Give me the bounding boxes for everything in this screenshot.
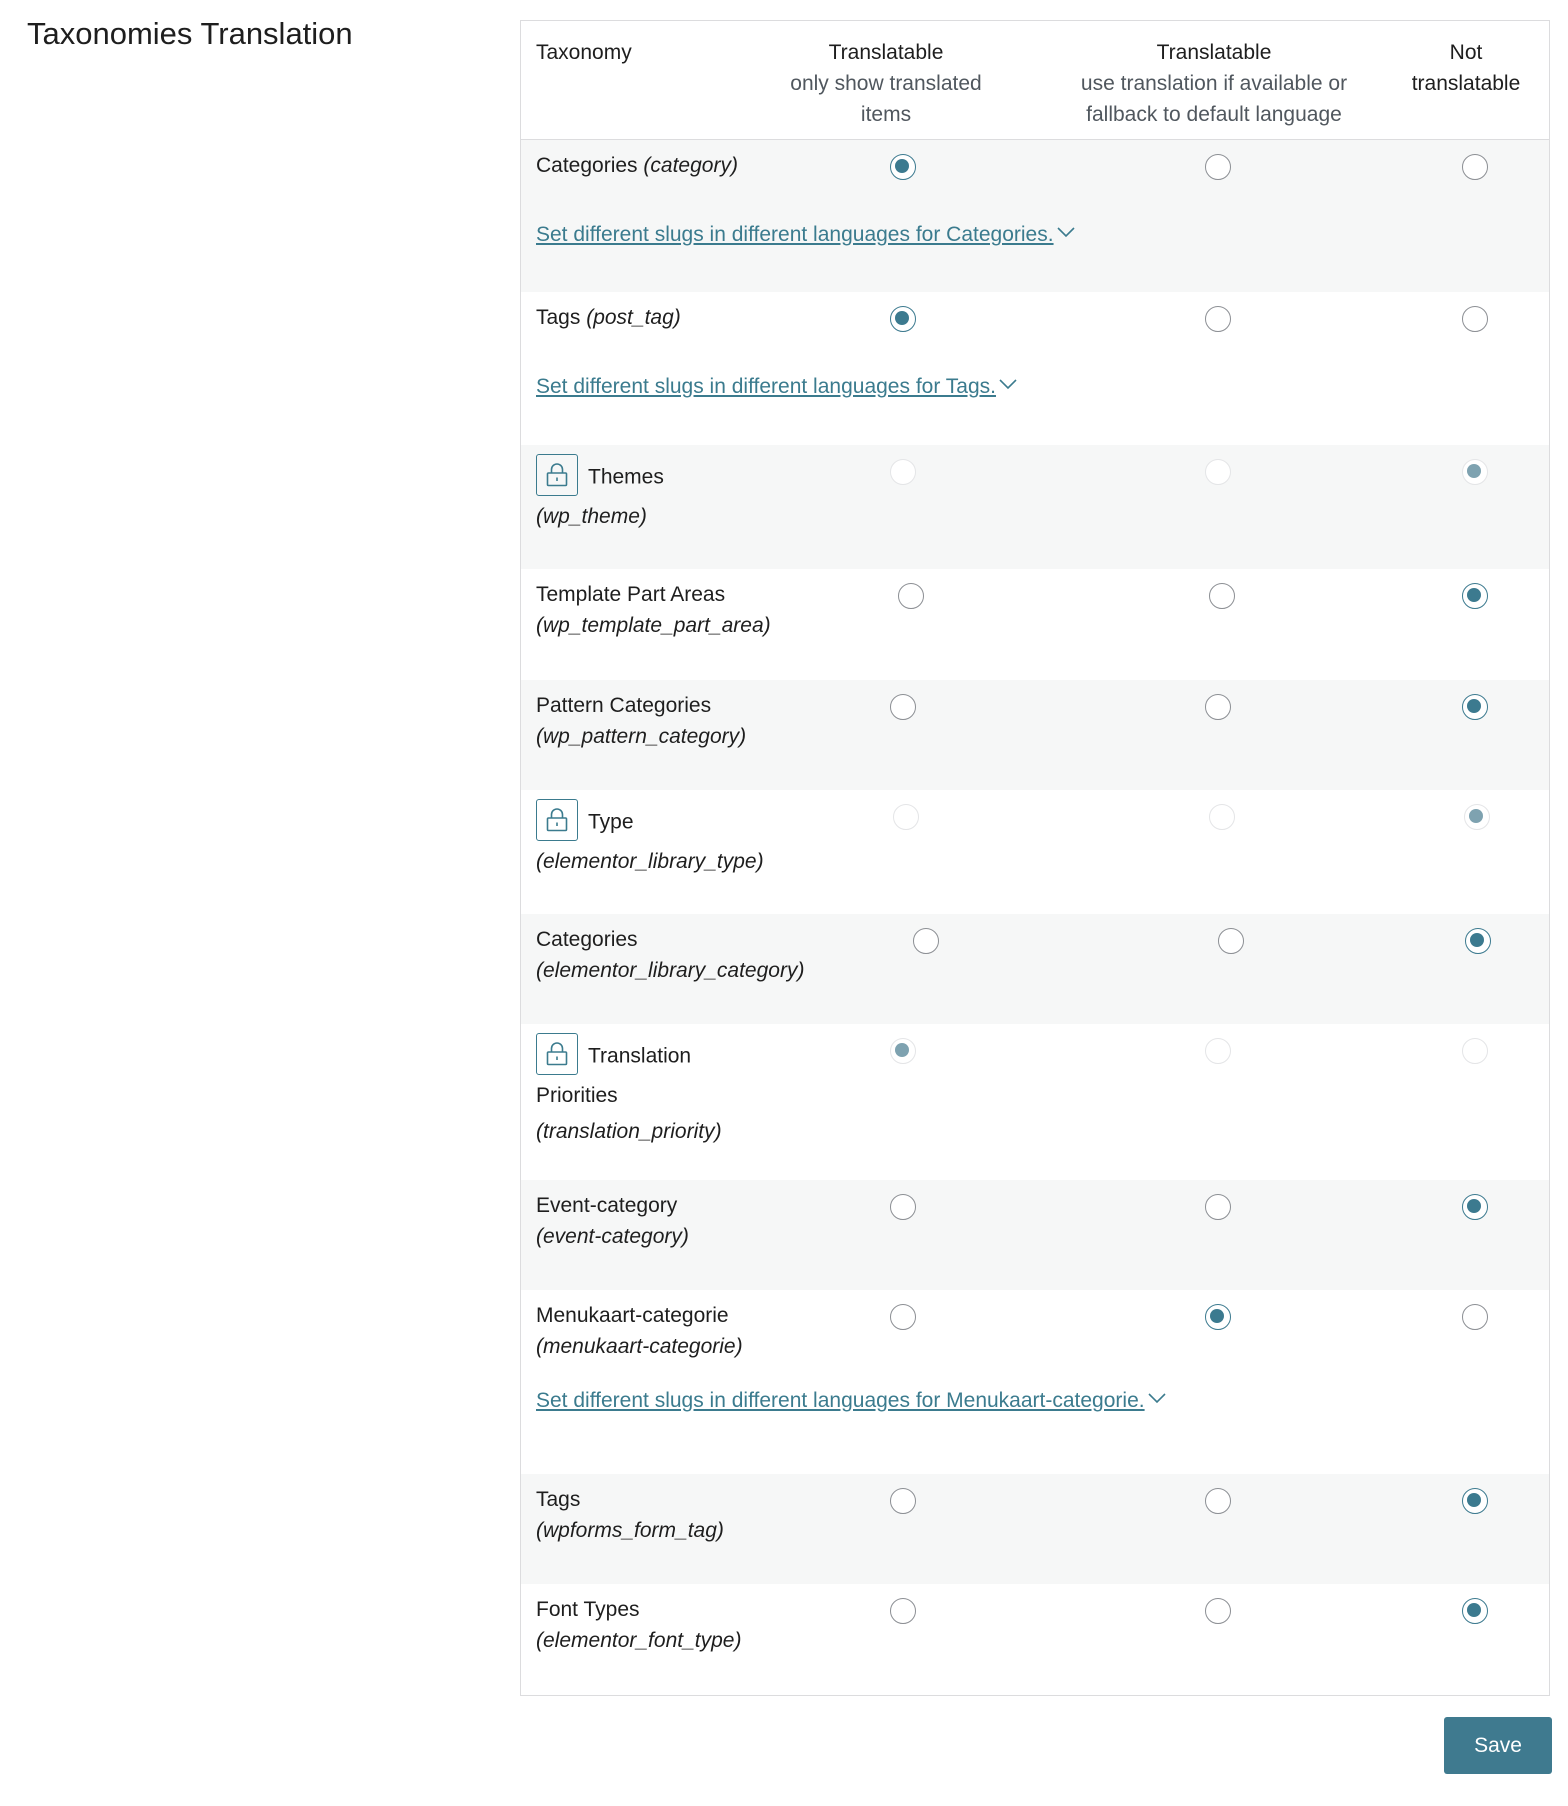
taxonomy-label: Pattern Categories <box>536 694 712 717</box>
taxonomy-slug: (elementor_font_type) <box>536 1629 742 1652</box>
radio-not-translatable[interactable] <box>1462 306 1488 332</box>
radio-not-translatable[interactable] <box>1462 1304 1488 1330</box>
radio-translatable-fallback[interactable] <box>1205 154 1231 180</box>
slug-link-label: Set different slugs in different languages for Categories. <box>536 223 1054 246</box>
chevron-down-icon <box>1145 1389 1167 1412</box>
radio-not-translatable[interactable] <box>1462 1194 1488 1220</box>
radio-not-translatable[interactable] <box>1462 1488 1488 1514</box>
taxonomy-label: Themes <box>588 465 664 489</box>
taxonomy-slug: (wpforms_form_tag) <box>536 1519 724 1542</box>
table-row <box>521 445 1549 569</box>
radio-translatable-fallback <box>1205 1038 1231 1064</box>
radio-translatable-only <box>890 1038 916 1064</box>
table-row <box>521 1474 1549 1584</box>
taxonomy-label: Type <box>588 810 634 834</box>
taxonomy-slug: (event-category) <box>536 1225 689 1248</box>
table-row <box>521 1024 1549 1180</box>
slug-translation-link[interactable] <box>536 220 1076 250</box>
taxonomy-name-cell <box>536 1484 836 1546</box>
taxonomy-label: Tags <box>536 306 581 329</box>
radio-not-translatable[interactable] <box>1465 928 1491 954</box>
header-translatable-fallback <box>1064 37 1364 130</box>
table-body <box>521 140 1549 1695</box>
radio-translatable-fallback[interactable] <box>1205 1598 1231 1624</box>
section-title: Taxonomies Translation <box>27 16 353 51</box>
radio-translatable-fallback[interactable] <box>1205 1194 1231 1220</box>
taxonomy-name-cell <box>536 150 836 181</box>
taxonomy-label: Menukaart-categorie <box>536 1304 729 1327</box>
radio-translatable-fallback[interactable] <box>1205 1304 1231 1330</box>
header-col1-title: Translatable <box>828 41 944 64</box>
radio-not-translatable <box>1462 459 1488 485</box>
taxonomy-label: Categories <box>536 154 638 177</box>
taxonomy-label: Categories <box>536 928 638 951</box>
radio-translatable-fallback[interactable] <box>1209 583 1235 609</box>
radio-translatable-only[interactable] <box>890 694 916 720</box>
radio-translatable-only[interactable] <box>890 306 916 332</box>
radio-translatable-only[interactable] <box>890 1488 916 1514</box>
save-button[interactable]: Save <box>1444 1717 1552 1774</box>
radio-translatable-only[interactable] <box>890 1304 916 1330</box>
taxonomy-name-cell <box>536 302 836 333</box>
taxonomy-label: Tags <box>536 1488 581 1511</box>
taxonomy-name-cell <box>536 579 836 641</box>
radio-translatable-fallback[interactable] <box>1218 928 1244 954</box>
header-not-translatable: Not translatable <box>1411 41 1521 95</box>
radio-translatable-fallback[interactable] <box>1205 306 1231 332</box>
radio-translatable-fallback <box>1205 459 1231 485</box>
table-row <box>521 1584 1549 1695</box>
table-row <box>521 914 1549 1024</box>
radio-not-translatable[interactable] <box>1462 583 1488 609</box>
lock-icon[interactable] <box>536 454 578 496</box>
table-row <box>521 140 1549 292</box>
header-translatable-only <box>783 37 989 130</box>
taxonomy-label: Font Types <box>536 1598 640 1621</box>
header-taxonomy: Taxonomy <box>536 41 632 64</box>
taxonomy-slug: (category) <box>643 154 738 177</box>
table-row <box>521 680 1549 790</box>
header-col2-subtitle: use translation if available or fallback to default language <box>1080 72 1348 126</box>
taxonomy-slug: (elementor_library_category) <box>536 959 805 982</box>
lock-icon[interactable] <box>536 799 578 841</box>
radio-not-translatable <box>1464 804 1490 830</box>
taxonomy-name-cell <box>536 1036 726 1150</box>
taxonomy-slug: (wp_pattern_category) <box>536 725 747 748</box>
radio-translatable-only[interactable] <box>890 154 916 180</box>
taxonomy-name-cell <box>536 1190 836 1252</box>
taxonomy-label: Template Part Areas <box>536 583 726 606</box>
taxonomy-label: Translation Priorities <box>536 1044 692 1107</box>
chevron-down-icon <box>1054 223 1076 246</box>
header-col2-title: Translatable <box>1156 41 1272 64</box>
taxonomy-slug: (wp_template_part_area) <box>536 614 771 637</box>
radio-not-translatable[interactable] <box>1462 154 1488 180</box>
table-header <box>521 21 1549 140</box>
taxonomy-name-cell <box>536 457 836 535</box>
table-row <box>521 569 1549 680</box>
taxonomy-slug: (translation_priority) <box>536 1120 722 1143</box>
taxonomy-name-cell <box>536 690 836 752</box>
radio-translatable-fallback[interactable] <box>1205 1488 1231 1514</box>
radio-translatable-fallback <box>1209 804 1235 830</box>
taxonomy-name-cell <box>536 1594 836 1656</box>
radio-translatable-only[interactable] <box>890 1194 916 1220</box>
taxonomy-slug: (elementor_library_type) <box>536 850 764 873</box>
taxonomies-table <box>520 20 1550 1696</box>
taxonomy-name-cell <box>536 1300 836 1362</box>
taxonomy-slug: (menukaart-categorie) <box>536 1335 743 1358</box>
slug-translation-link[interactable] <box>536 372 1018 402</box>
taxonomy-name-cell <box>536 924 836 986</box>
slug-link-label: Set different slugs in different languages for Menukaart-categorie. <box>536 1389 1145 1412</box>
chevron-down-icon <box>996 375 1018 398</box>
taxonomy-name-cell <box>536 802 836 880</box>
table-row <box>521 292 1549 445</box>
table-row <box>521 1290 1549 1474</box>
slug-translation-link[interactable] <box>536 1386 1167 1416</box>
table-row <box>521 790 1549 914</box>
radio-translatable-only <box>893 804 919 830</box>
lock-icon[interactable] <box>536 1033 578 1075</box>
radio-not-translatable[interactable] <box>1462 694 1488 720</box>
taxonomy-slug: (wp_theme) <box>536 505 647 528</box>
radio-translatable-only[interactable] <box>898 583 924 609</box>
header-col1-subtitle: only show translated items <box>790 72 982 126</box>
radio-translatable-only[interactable] <box>890 1598 916 1624</box>
radio-translatable-only <box>890 459 916 485</box>
taxonomy-slug: (post_tag) <box>586 306 681 329</box>
radio-not-translatable[interactable] <box>1462 1598 1488 1624</box>
radio-not-translatable <box>1462 1038 1488 1064</box>
table-row <box>521 1180 1549 1290</box>
radio-translatable-only[interactable] <box>913 928 939 954</box>
taxonomy-label: Event-category <box>536 1194 678 1217</box>
radio-translatable-fallback[interactable] <box>1205 694 1231 720</box>
slug-link-label: Set different slugs in different languages for Tags. <box>536 375 996 398</box>
